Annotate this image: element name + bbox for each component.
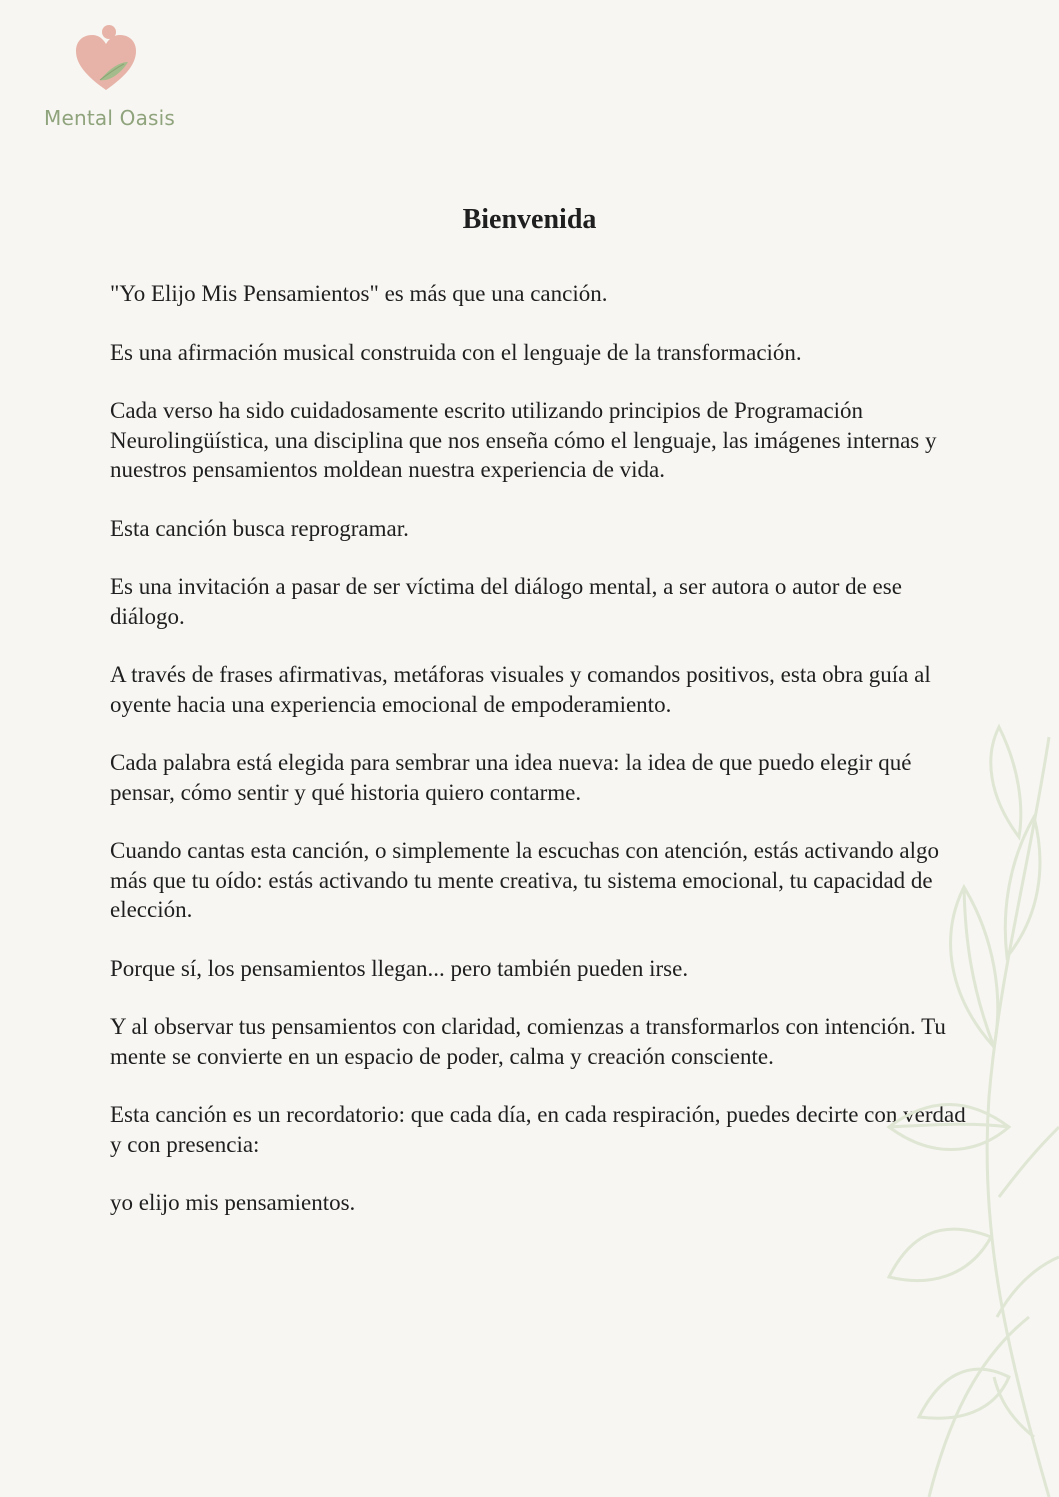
paragraph: A través de frases afirmativas, metáforas visuales y comandos positivos, esta obra guía al oyente hacia una experiencia emocional de empoderamiento. <box>110 662 931 717</box>
paragraph: Cada palabra está elegida para sembrar una idea nueva: la idea de que puedo elegir qué pensar, cómo sentir y qué historia quiero contarme. <box>110 750 912 805</box>
paragraph: "Yo Elijo Mis Pensamientos" es más que una canción. <box>110 281 608 306</box>
paragraph: Y al observar tus pensamientos con claridad, comienzas a transformarlos con intención. Tu mente se convierte en un espacio de poder, calma y creación consciente. <box>110 1014 946 1069</box>
paragraph: Esta canción es un recordatorio: que cada día, en cada respiración, puedes decirte con verdad y con presencia: <box>110 1102 966 1157</box>
page-title: Bienvenida <box>462 204 597 235</box>
document-body <box>110 279 970 1247</box>
paragraph: Cada verso ha sido cuidadosamente escrito utilizando principios de Programación Neurolingüística, una disciplina que nos enseña cómo el lenguaje, las imágenes internas y nuestros pensamientos moldean nuestra experiencia de vida. <box>110 398 937 482</box>
paragraph: Es una invitación a pasar de ser víctima del diálogo mental, a ser autora o autor de ese diálogo. <box>110 574 902 629</box>
paragraph: Porque sí, los pensamientos llegan... pero también pueden irse. <box>110 955 689 981</box>
paragraph: Cuando cantas esta canción, o simplemente la escuchas con atención, estás activando algo más que tu oído: estás activando tu mente creativa, tu sistema emocional, tu capacidad de elección. <box>110 838 939 922</box>
paragraph: Es una afirmación musical construida con el lenguaje de la transformación. <box>110 339 802 365</box>
paragraph: yo elijo mis pensamientos. <box>110 1190 356 1215</box>
heart-leaf-logo-icon <box>70 24 142 96</box>
brand-name: Mental Oasis <box>44 106 176 130</box>
brand-logo <box>40 24 180 134</box>
paragraph: Esta canción busca reprogramar. <box>110 515 409 541</box>
